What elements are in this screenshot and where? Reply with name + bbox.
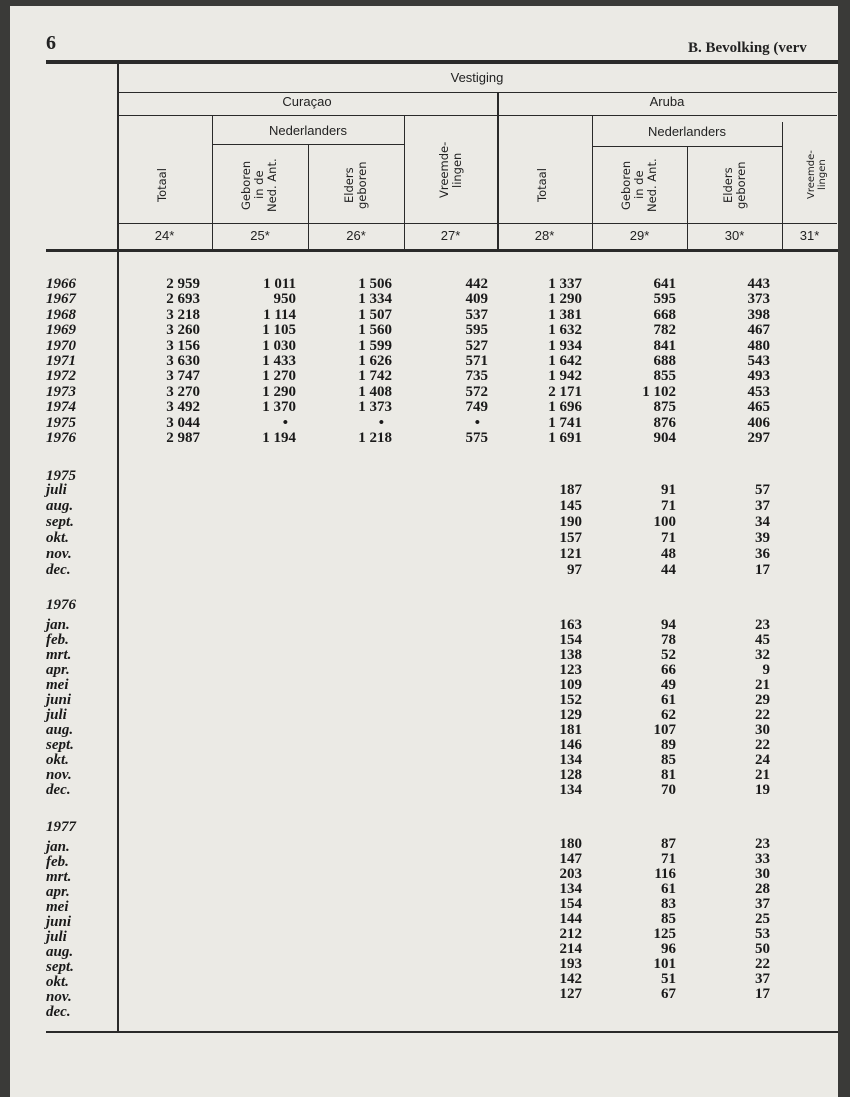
cell-value: 121 [559, 546, 582, 562]
cell-value: 49 [661, 677, 676, 693]
rule [117, 92, 837, 93]
row-label: 1975 [46, 414, 76, 431]
cell-value: 61 [661, 881, 676, 897]
cell-value: 154 [559, 632, 582, 648]
column-number: 24* [154, 228, 175, 243]
cell-value: 50 [755, 941, 770, 957]
cell-value: 1 507 [358, 306, 392, 323]
cell-value: 37 [755, 498, 770, 514]
cell-value: 21 [755, 767, 770, 783]
cell-value: 97 [567, 562, 582, 578]
cell-value: 480 [747, 337, 770, 354]
row-label: 1973 [46, 383, 76, 400]
cell-value: 1 218 [358, 430, 392, 446]
cell-value: 145 [559, 498, 582, 514]
page-number: 6 [46, 32, 56, 54]
cell-value: 1 334 [358, 291, 392, 308]
cell-value: 1 696 [548, 399, 582, 416]
row-label: juni [46, 914, 72, 930]
cell-value: 134 [559, 881, 582, 897]
cell-value: 1 691 [548, 430, 582, 446]
cell-value: 45 [755, 632, 770, 648]
row-label: juli [46, 929, 67, 945]
row-label: 1968 [46, 306, 76, 323]
cell-value: 67 [661, 986, 676, 1002]
rule [117, 115, 837, 116]
cell-value: 543 [747, 353, 770, 369]
header-nederlanders-aruba: Nederlanders [647, 124, 727, 139]
cell-value: 144 [559, 911, 582, 927]
cell-value: 85 [661, 911, 676, 927]
header-elders-aruba: Elders geboren [721, 161, 748, 209]
cell-value: 1 011 [263, 276, 296, 292]
row-label: juli [46, 707, 67, 723]
cell-value: 3 492 [166, 399, 200, 416]
cell-value: 453 [747, 383, 770, 400]
row-label: apr. [46, 884, 70, 900]
cell-value: 1 194 [262, 430, 296, 446]
cell-value: 96 [661, 941, 676, 957]
section-title: 1977 [46, 819, 76, 835]
cell-value: 39 [755, 530, 770, 546]
cell-value: 34 [755, 514, 770, 530]
cell-value: 1 408 [358, 383, 392, 400]
rule [117, 223, 837, 224]
cell-value: 128 [559, 767, 582, 783]
cell-value: 527 [465, 337, 488, 354]
cell-value: 373 [747, 291, 770, 308]
cell-value: 855 [653, 368, 676, 385]
bottom-rule [46, 1031, 838, 1033]
header-geboren-curacao: Geboren in de Ned. Ant. [239, 158, 279, 212]
row-label: 1976 [46, 430, 76, 446]
cell-value: 3 630 [166, 353, 200, 369]
row-label: dec. [46, 562, 71, 578]
cell-value: 1 290 [548, 291, 582, 308]
cell-value: 24 [755, 752, 770, 768]
row-label: sept. [46, 737, 74, 753]
cell-value: 32 [755, 647, 770, 663]
row-label: juli [46, 482, 67, 498]
cell-value: 641 [653, 276, 676, 292]
column-number: 26* [346, 228, 366, 243]
cell-value: 1 337 [548, 276, 582, 292]
cell-value: 33 [755, 851, 770, 867]
cell-value: 2 693 [166, 291, 200, 308]
cell-value: 152 [559, 692, 582, 708]
cell-value: 190 [559, 514, 582, 530]
row-label: nov. [46, 546, 72, 562]
cell-value: 537 [465, 306, 488, 323]
cell-value: 71 [661, 498, 676, 514]
cell-value: 146 [559, 737, 582, 753]
cell-value: 187 [559, 482, 582, 498]
cell-value: 44 [661, 562, 676, 578]
cell-value: 127 [559, 986, 582, 1002]
cell-value: 22 [755, 956, 770, 972]
cell-value: 37 [755, 971, 770, 987]
row-label: 1974 [46, 399, 76, 416]
cell-value: 53 [755, 926, 770, 942]
cell-value: 100 [653, 514, 676, 530]
row-label: 1972 [46, 368, 76, 385]
cell-value: 89 [661, 737, 676, 753]
header-totaal-curacao: Totaal [155, 168, 169, 202]
cell-value: 163 [559, 617, 582, 633]
cell-value: 1 105 [262, 322, 296, 339]
header-geboren-aruba: Geboren in de Ned. Ant. [619, 158, 659, 212]
cell-value: 29 [755, 692, 770, 708]
cell-value: 398 [747, 306, 770, 323]
section-title: 1976 [46, 597, 76, 613]
header-nederlanders-curacao: Nederlanders [268, 123, 348, 138]
cell-value: 23 [755, 836, 770, 852]
row-label: okt. [46, 530, 69, 546]
cell-value: 3 270 [166, 383, 200, 400]
cell-value: 22 [755, 707, 770, 723]
cell-value: 212 [559, 926, 582, 942]
cell-value: 147 [559, 851, 582, 867]
cell-value: 1 102 [642, 383, 676, 400]
row-label: feb. [46, 854, 69, 870]
cell-value: 1 626 [358, 353, 392, 369]
header-curacao: Curaçao [282, 94, 332, 109]
cell-value: 154 [559, 896, 582, 912]
cell-value: 297 [747, 430, 770, 446]
cell-value: 22 [755, 737, 770, 753]
row-label: 1970 [46, 337, 76, 354]
cell-value: 101 [653, 956, 676, 972]
cell-value: 94 [661, 617, 676, 633]
cell-value: 1 560 [358, 322, 392, 339]
cell-value: 87 [661, 836, 676, 852]
cell-value: 129 [559, 707, 582, 723]
header-elders-curacao: Elders geboren [342, 161, 369, 209]
section-title: 1975 [46, 468, 76, 484]
cell-value: 109 [559, 677, 582, 693]
cell-value: 443 [747, 276, 770, 292]
cell-value: 180 [559, 836, 582, 852]
running-head: B. Bevolking (verv [688, 40, 807, 56]
cell-value: 17 [755, 986, 770, 1002]
cell-value: 595 [653, 291, 676, 308]
cell-value: 28 [755, 881, 770, 897]
cell-value: 48 [661, 546, 676, 562]
cell-value: 51 [661, 971, 676, 987]
cell-value: 57 [755, 482, 770, 498]
cell-value: 3 747 [166, 368, 200, 385]
cell-value: 1 506 [358, 276, 392, 292]
row-label: jan. [46, 839, 70, 855]
cell-value: 409 [465, 291, 488, 308]
cell-value: 85 [661, 752, 676, 768]
cell-value: 1 599 [358, 337, 392, 354]
header-bottom-rule [46, 249, 838, 252]
cell-value: 1 270 [262, 368, 296, 385]
cell-value: 142 [559, 971, 582, 987]
cell-value: 950 [273, 291, 296, 308]
cell-value: 25 [755, 911, 770, 927]
cell-value: 134 [559, 782, 582, 798]
top-rule [46, 60, 838, 64]
row-label: sept. [46, 959, 74, 975]
header-vestiging: Vestiging [450, 70, 504, 85]
row-label: aug. [46, 722, 74, 738]
header-totaal-aruba: Totaal [535, 168, 549, 202]
stub-divider [117, 63, 119, 1031]
cell-value: • [282, 414, 288, 431]
cell-value: 575 [465, 430, 488, 446]
cell-value: 62 [661, 707, 676, 723]
cell-value: 193 [559, 956, 582, 972]
cell-value: 688 [653, 353, 676, 369]
row-label: okt. [46, 974, 69, 990]
cell-value: 735 [465, 368, 488, 385]
column-number: 31* [799, 228, 820, 243]
row-label: dec. [46, 1004, 71, 1020]
cell-value: 52 [661, 647, 676, 663]
cell-value: 30 [755, 722, 770, 738]
cell-value: 572 [465, 383, 488, 400]
cell-value: 2 987 [166, 430, 200, 446]
cell-value: 668 [653, 306, 676, 323]
cell-value: 749 [465, 399, 488, 416]
cell-value: 571 [465, 353, 488, 369]
row-label: 1967 [46, 291, 76, 308]
cell-value: • [378, 414, 384, 431]
row-label: feb. [46, 632, 69, 648]
cell-value: 782 [653, 322, 676, 339]
cell-value: • [474, 414, 480, 431]
cell-value: 157 [559, 530, 582, 546]
cell-value: 1 381 [548, 306, 582, 323]
row-label: aug. [46, 944, 74, 960]
row-label: mrt. [46, 647, 72, 663]
column-number: 25* [250, 228, 270, 243]
header-aruba: Aruba [649, 94, 685, 109]
cell-value: 66 [661, 662, 676, 678]
cell-value: 71 [661, 530, 676, 546]
row-label: aug. [46, 498, 74, 514]
cell-value: 442 [465, 276, 488, 292]
cell-value: 3 156 [166, 337, 200, 354]
cell-value: 3 218 [166, 306, 200, 323]
cell-value: 1 632 [548, 322, 582, 339]
cell-value: 9 [762, 662, 770, 678]
cell-value: 203 [559, 866, 582, 882]
row-label: mei [46, 677, 69, 693]
row-label: juni [46, 692, 72, 708]
row-label: sept. [46, 514, 74, 530]
cell-value: 493 [747, 368, 770, 385]
row-label: mei [46, 899, 69, 915]
column-number: 28* [534, 228, 555, 243]
column-number: 30* [724, 228, 745, 243]
cell-value: 17 [755, 562, 770, 578]
cell-value: 19 [755, 782, 770, 798]
cell-value: 61 [661, 692, 676, 708]
row-label: 1966 [46, 276, 76, 292]
cell-value: 1 370 [262, 399, 296, 416]
cell-value: 1 114 [263, 306, 296, 323]
cell-value: 83 [661, 896, 676, 912]
cell-value: 2 171 [548, 383, 582, 400]
cell-value: 123 [559, 662, 582, 678]
cell-value: 116 [654, 866, 676, 882]
cell-value: 1 942 [548, 368, 582, 385]
cell-value: 107 [653, 722, 676, 738]
cell-value: 37 [755, 896, 770, 912]
row-label: nov. [46, 989, 72, 1005]
cell-value: 78 [661, 632, 676, 648]
row-label: mrt. [46, 869, 72, 885]
cell-value: 3 044 [166, 414, 200, 431]
cell-value: 125 [653, 926, 676, 942]
cell-value: 467 [747, 322, 770, 339]
cell-value: 134 [559, 752, 582, 768]
header-vreemdelingen-curacao: Vreemde- lingen [437, 141, 464, 199]
row-label: dec. [46, 782, 71, 798]
cell-value: 2 959 [166, 276, 200, 292]
row-label: 1971 [46, 353, 76, 369]
cell-value: 71 [661, 851, 676, 867]
row-label: apr. [46, 662, 70, 678]
cell-value: 91 [661, 482, 676, 498]
header-vreemdelingen-aruba: Vreemde- lingen [806, 150, 828, 200]
cell-value: 1 290 [262, 383, 296, 400]
cell-value: 138 [559, 647, 582, 663]
cell-value: 1 934 [548, 337, 582, 354]
cell-value: 1 373 [358, 399, 392, 416]
cell-value: 70 [661, 782, 676, 798]
cell-value: 1 030 [262, 337, 296, 354]
cell-value: 23 [755, 617, 770, 633]
row-label: jan. [46, 617, 70, 633]
column-number: 27* [440, 228, 461, 243]
cell-value: 21 [755, 677, 770, 693]
row-label: nov. [46, 767, 72, 783]
cell-value: 875 [653, 399, 676, 416]
cell-value: 1 433 [262, 353, 296, 369]
cell-value: 841 [653, 337, 676, 354]
row-label: 1969 [46, 322, 76, 339]
cell-value: 1 742 [358, 368, 392, 385]
cell-value: 876 [653, 414, 676, 431]
cell-value: 181 [559, 722, 582, 738]
cell-value: 36 [755, 546, 770, 562]
cell-value: 81 [661, 767, 676, 783]
cell-value: 1 642 [548, 353, 582, 369]
row-label: okt. [46, 752, 69, 768]
cell-value: 214 [559, 941, 582, 957]
cell-value: 465 [747, 399, 770, 416]
cell-value: 1 741 [548, 414, 582, 431]
cell-value: 3 260 [166, 322, 200, 339]
cell-value: 904 [653, 430, 676, 446]
cell-value: 30 [755, 866, 770, 882]
cell-value: 595 [465, 322, 488, 339]
cell-value: 406 [747, 414, 770, 431]
column-number: 29* [629, 228, 650, 243]
